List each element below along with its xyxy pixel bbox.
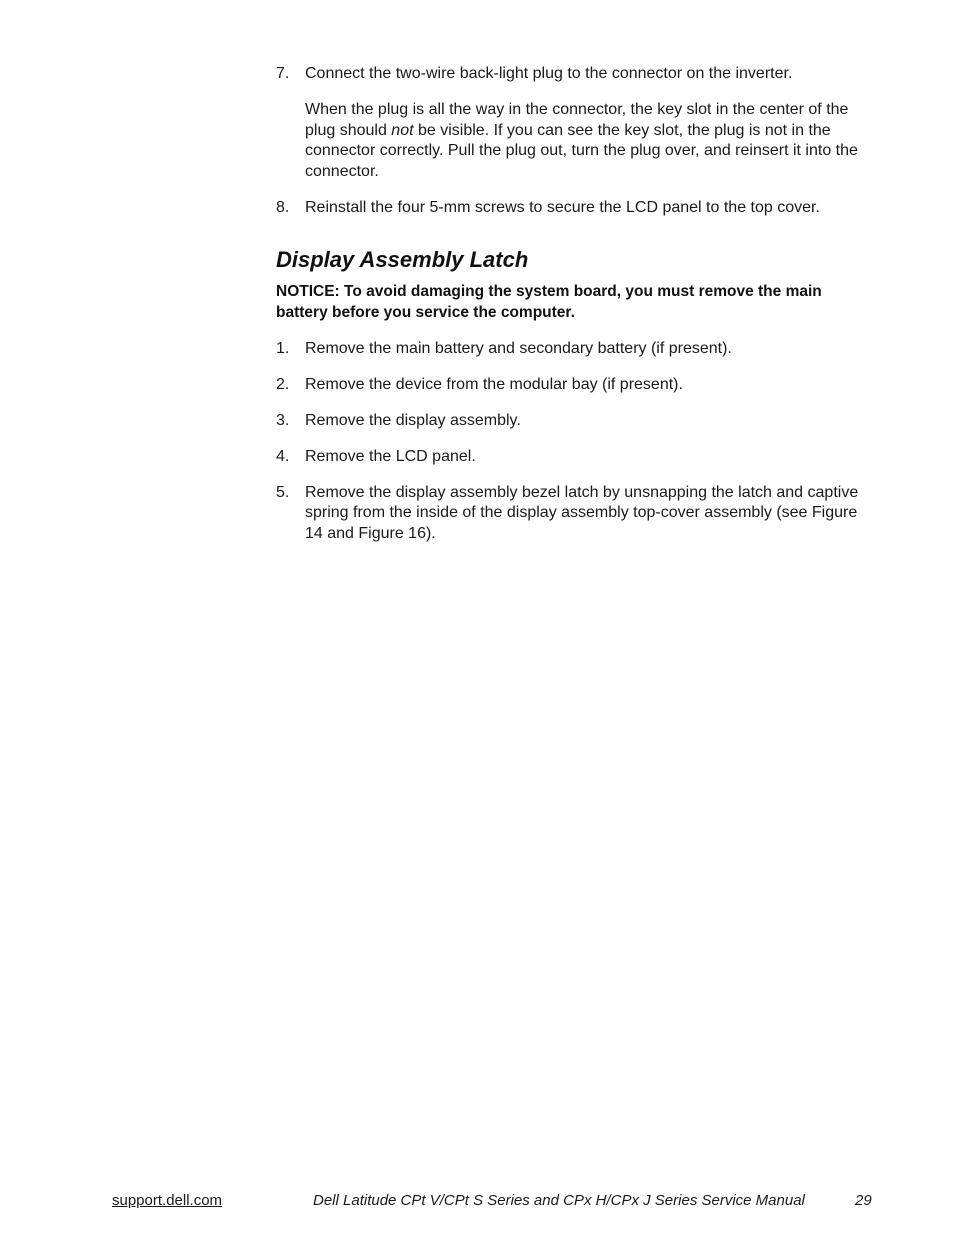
step-body [305,198,874,219]
step-text: Reinstall the four 5-mm screws to secure the LCD panel to the top cover. [305,198,820,216]
notice-text: NOTICE: To avoid damaging the system board, you must remove the main battery before you service the computer. [276,283,822,321]
step-number: 5. [276,483,290,501]
step-text: Connect the two-wire back-light plug to the connector on the inverter. [305,65,793,82]
step-text: Remove the display assembly. [305,411,521,429]
step-number: 7. [276,65,290,82]
step-number: 8. [276,198,290,216]
page-number: 29 [855,1192,872,1209]
page-body [276,64,874,560]
step-8 [276,198,874,219]
step-body [305,64,874,182]
detail-emphasis: not [391,121,414,139]
step-number: 2. [276,375,290,393]
step-7 [276,64,874,182]
section-step-3 [276,411,874,432]
section-step-2 [276,375,874,396]
step-text: Remove the LCD panel. [305,447,476,465]
step-number: 1. [276,339,290,357]
step-text: Remove the device from the modular bay (if present). [305,375,683,393]
step-number: 3. [276,411,290,429]
manual-title: Dell Latitude CPt V/CPt S Series and CPx H/CPx J Series Service Manual [313,1192,805,1209]
detail-text-after: be visible. If you can see the key slot, the plug is not in the connector correctly. Pull the plug out, turn the plug over, and reinsert it into the connector. [305,121,858,180]
step-text: Remove the display assembly bezel latch by unsnapping the latch and captive spring from the inside of the display assembly top-cover assembly (see Figure 14 and Figure 16). [305,483,859,542]
step-detail [305,100,874,182]
support-link[interactable]: support.dell.com [112,1192,223,1209]
detail-text-before: When the plug is all the way in the connector, the key slot in the center of the plug should [305,101,849,139]
section-step-4 [276,447,874,468]
step-number: 4. [276,447,290,465]
section-step-1 [276,339,874,360]
section-step-5 [276,483,874,545]
step-text: Remove the main battery and secondary battery (if present). [305,339,732,357]
section-heading: Display Assembly Latch [276,247,529,272]
